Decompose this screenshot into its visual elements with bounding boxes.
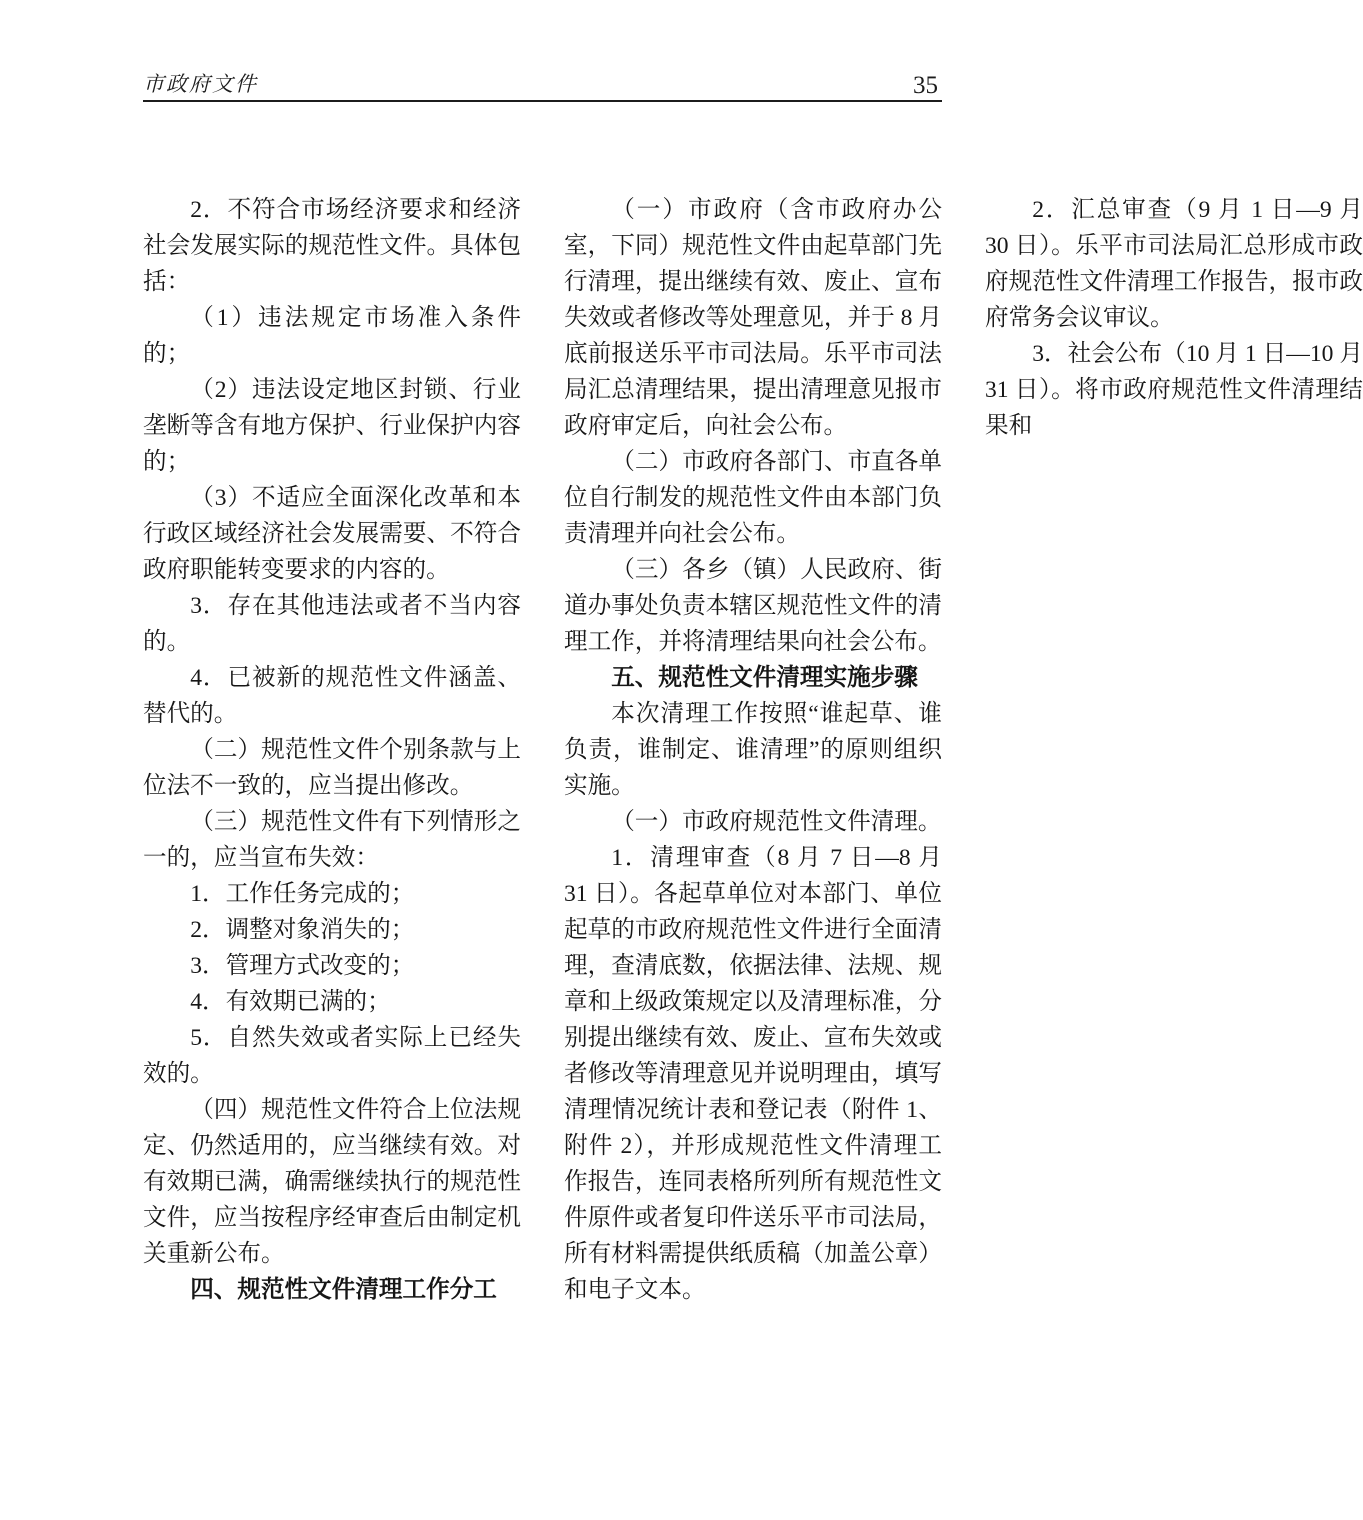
paragraph: 4．有效期已满的； (190, 989, 391, 1015)
document-body-columns (143, 192, 1363, 1316)
paragraph: （四）规范性文件符合上位法规定、仍然适用的，应当继续有效。对有效期已满，确需继续执行的规范性文件，应当按程序经审查后由制定机关重新公布。 (143, 1097, 521, 1267)
section-heading: 四、规范性文件清理工作分工 (190, 1277, 497, 1303)
paragraph: 2．不符合市场经济要求和经济社会发展实际的规范性文件。具体包括： (143, 197, 521, 295)
paragraph: （三）各乡（镇）人民政府、街道办事处负责本辖区规范性文件的清理工作，并将清理结果向社会公布。 (564, 557, 942, 655)
paragraph: 4．已被新的规范性文件涵盖、替代的。 (143, 665, 521, 727)
paragraph: 1．工作任务完成的； (190, 881, 415, 907)
paragraph: 1．清理审查（8 月 7 日—8 月 31 日）。各起草单位对本部门、单位起草的市政府规范性文件进行全面清理，查清底数，依据法律、法规、规章和上级政策规定以及清理标准，分别提出继续有效、废止、宣布失效或者修改等清理意见并说明理由，填写清理情况统计表和登记表（附件 1、附件 2），并形成规范性文件清理工作报告，连同表格所列所有规范性文件原件或者复印件送乐平市司法局，所有材料需提供纸质稿（加盖公章）和电子文本。 (564, 845, 942, 1303)
paragraph: 5．自然失效或者实际上已经失效的。 (143, 1025, 521, 1087)
paragraph: （3）不适应全面深化改革和本行政区域经济社会发展需要、不符合政府职能转变要求的内容的。 (143, 485, 521, 583)
paragraph: （2）违法设定地区封锁、行业垄断等含有地方保护、行业保护内容的； (143, 377, 521, 475)
paragraph: （一）市政府（含市政府办公室，下同）规范性文件由起草部门先行清理，提出继续有效、废止、宣布失效或者修改等处理意见，并于 8 月底前报送乐平市司法局。乐平市司法局汇总清理结果，提出清理意见报市政府审定后，向社会公布。 (564, 197, 942, 439)
paragraph: 本次清理工作按照“谁起草、谁负责，谁制定、谁清理”的原则组织实施。 (564, 701, 942, 799)
paragraph: 3．存在其他违法或者不当内容的。 (143, 593, 521, 655)
page-header (143, 66, 942, 102)
paragraph: 3．社会公布（10 月 1 日—10 月 31 日）。将市政府规范性文件清理结果和 (985, 341, 1363, 439)
paragraph: （二）市政府各部门、市直各单位自行制发的规范性文件由本部门负责清理并向社会公布。 (564, 449, 942, 547)
paragraph: （二）规范性文件个别条款与上位法不一致的，应当提出修改。 (143, 737, 521, 799)
paragraph: 2．调整对象消失的； (190, 917, 415, 943)
paragraph: （三）规范性文件有下列情形之一的，应当宣布失效： (143, 809, 521, 871)
paragraph: （1）违法规定市场准入条件的； (143, 305, 521, 367)
page-number: 35 (913, 72, 938, 99)
paragraph: （一）市政府规范性文件清理。 (611, 809, 942, 835)
paragraph: 2．汇总审查（9 月 1 日—9 月 30 日）。乐平市司法局汇总形成市政府规范性文件清理工作报告，报市政府常务会议审议。 (985, 197, 1363, 331)
section-heading: 五、规范性文件清理实施步骤 (611, 665, 918, 691)
header-section-title: 市政府文件 (143, 72, 258, 96)
paragraph: 3．管理方式改变的； (190, 953, 415, 979)
